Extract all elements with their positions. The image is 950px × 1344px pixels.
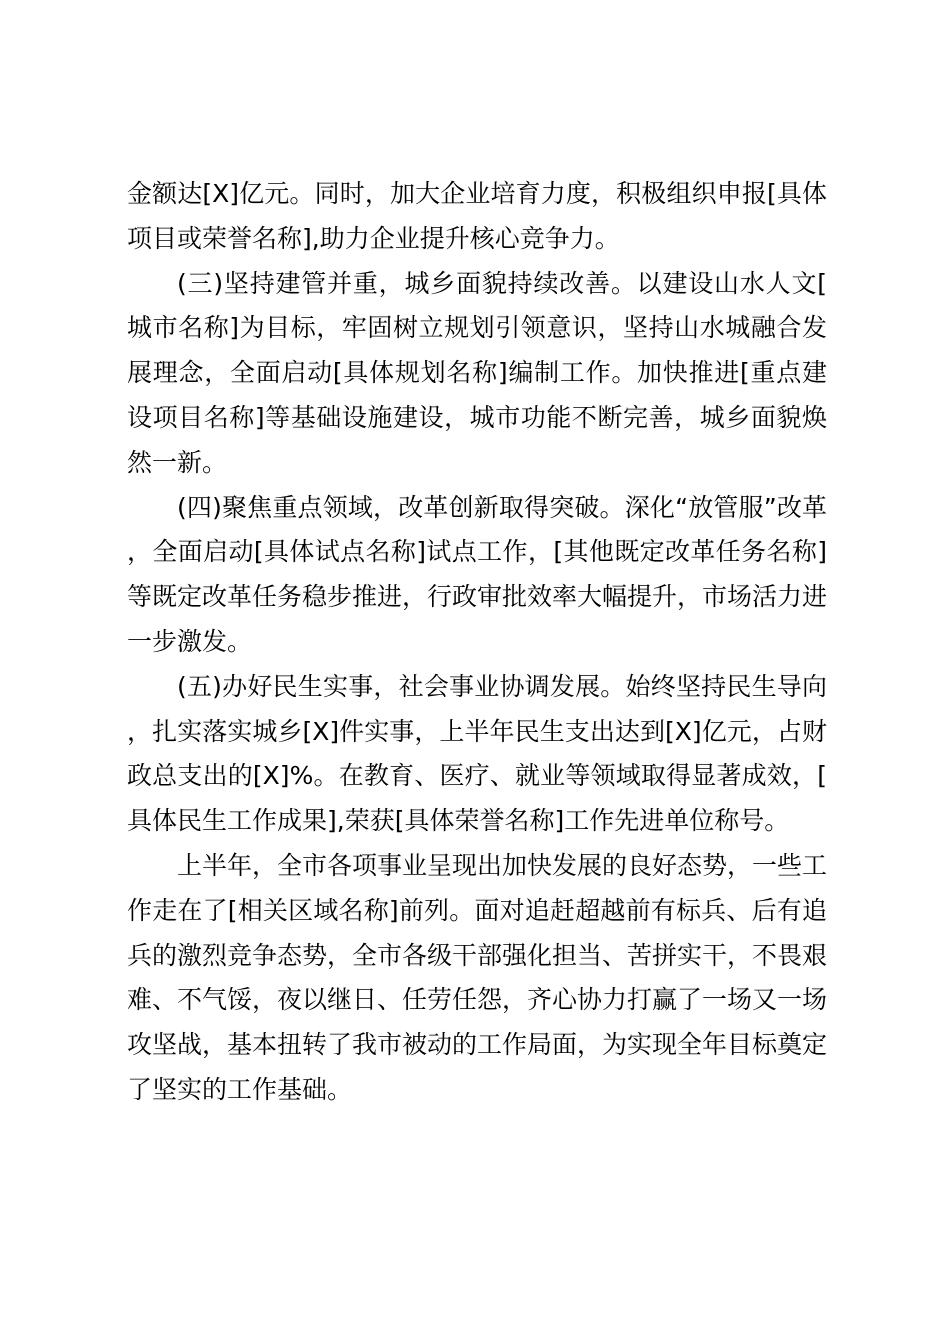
paragraph-funding-continuation: 金额达[X]亿元。同时，加大企业培育力度，积极组织申报[具体项目或荣誉名称],助力企业提升核心竞争力。 <box>127 179 827 253</box>
paragraph-half-year-summary: 上半年，全市各项事业呈现出加快发展的良好态势，一些工作走在了[相关区域名称]前列。面对追赶超越前有标兵、后有追兵的激烈竞争态势，全市各级干部强化担当、苦拼实干，不畏艰难、不气馁，夜以继日、任劳任怨，齐心协力打赢了一场又一场攻坚战，基本扭转了我市被动的工作局面，为实现全年目标奠定了坚实的工作基础。 <box>127 850 828 1104</box>
paragraph-section-5-livelihood: (五)办好民生实事，社会事业协调发展。始终坚持民生导向，扎实落实城乡[X]件实事，上半年民生支出达到[X]亿元，占财政总支出的[X]%。在教育、医疗、就业等领域取得显著成效，[具体民生工作成果],荣获[具体荣誉名称]工作先进单位称号。 <box>127 671 827 836</box>
paragraph-section-4-reform: (四)聚焦重点领域，改革创新取得突破。深化“放管服”改革，全面启动[具体试点名称]试点工作，[其他既定改革任务名称]等既定改革任务稳步推进，行政审批效率大幅提升，市场活力进一步激发。 <box>127 492 828 656</box>
paragraph-section-3-urban-rural: (三)坚持建管并重，城乡面貌持续改善。以建设山水人文[城市名称]为目标，牢固树立规划引领意识，坚持山水城融合发展理念，全面启动[具体规划名称]编制工作。加快推进[重点建设项目名称]等基础设施建设，城市功能不断完善，城乡面貌焕然一新。 <box>127 268 827 477</box>
document-body <box>127 172 827 1113</box>
